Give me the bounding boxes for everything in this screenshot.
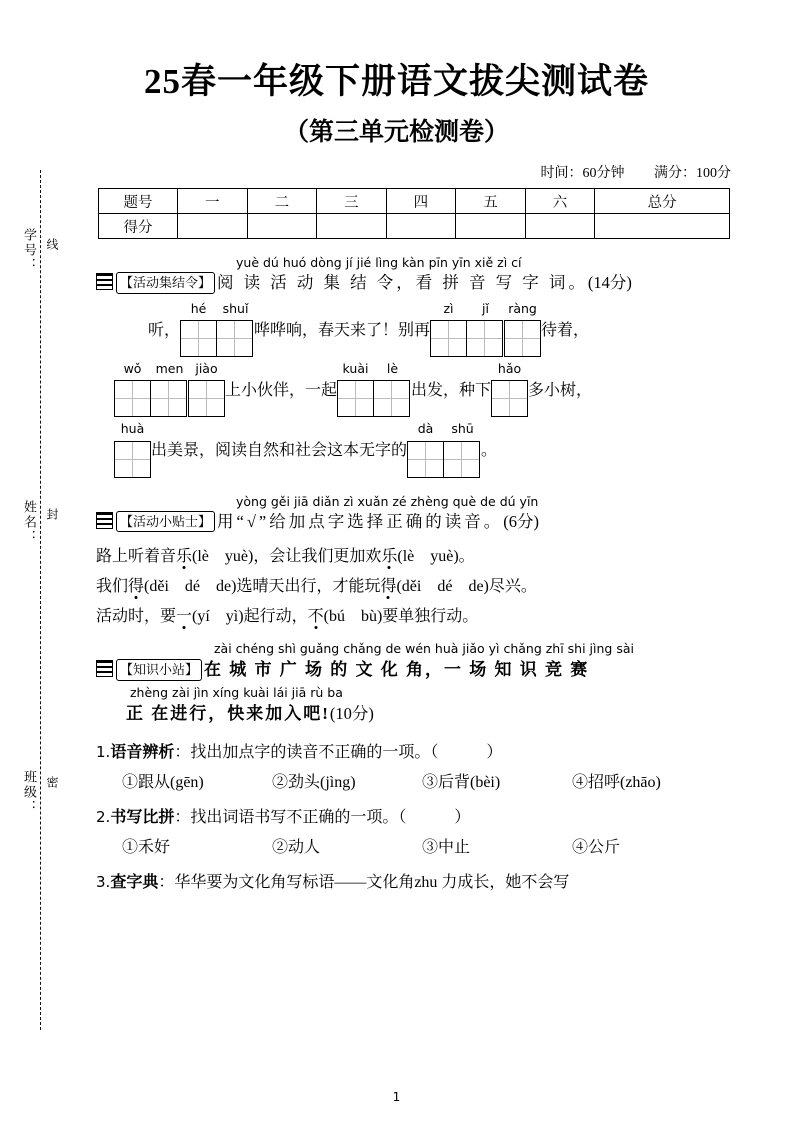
page-number: 1 (392, 1090, 401, 1104)
table-cell-input[interactable] (178, 214, 248, 239)
table-cell: 一 (178, 189, 248, 214)
s3-q1-options (96, 768, 736, 798)
s3-q3-stem: ：华华要为文化角写标语——文化角zhu 力成长，她不会写 (158, 873, 570, 891)
section-number-icon (96, 273, 113, 290)
option-item[interactable]: ④公斤 (572, 838, 621, 856)
section-one-pinyin: yuè dú huó dòng jí jié lìng kàn pīn yīn xiě zì cí (236, 255, 522, 270)
time-limit: 时间：60分钟 (540, 166, 625, 181)
table-cell: 二 (247, 189, 317, 214)
s1-l2-boxes-1[interactable]: wǒ men (114, 362, 188, 420)
option-item[interactable]: ①禾好 (122, 838, 171, 856)
s2-item-3[interactable]: 活动时，要一(yí yì)起行动，不(bú bù)要单独行动。 (96, 608, 479, 626)
s1-l1-boxes-3[interactable]: ràng (504, 302, 541, 360)
exam-meta (515, 162, 732, 182)
s3-q2-stem: ：找出词语书写不正确的一项。（ ） (174, 808, 471, 826)
table-row (99, 189, 730, 214)
s1-line-3 (96, 422, 736, 480)
s3-question-2 (96, 802, 736, 833)
s1-l1-t3: 待着， (541, 321, 590, 339)
s1-l3-boxes-1[interactable]: huà (114, 422, 151, 480)
section-two-pinyin: yòng gěi jiā diǎn zì xuǎn zé zhèng què de dú yīn (236, 493, 539, 509)
table-cell: 总分 (595, 189, 730, 214)
exam-body (96, 252, 736, 898)
s1-l3-boxes-2[interactable]: dà shū (407, 422, 481, 480)
s3-q3-num: 3. (96, 872, 111, 891)
s1-l2-t2: 出发，种下 (411, 382, 492, 400)
table-cell: 得分 (99, 214, 178, 239)
section-three-points: (10分) (329, 704, 374, 724)
s1-line-2 (96, 362, 736, 420)
section-three-text-2: 正 在进行，快来加入吧! (126, 704, 330, 724)
s2-item-1[interactable]: 路上听着音乐(lè yuè)，会让我们更加欢乐(lè yuè)。 (96, 548, 475, 566)
section-number-icon (96, 512, 113, 529)
s3-q2-options (96, 833, 736, 863)
dashed-fold-line (40, 170, 41, 1030)
section-two-heading (96, 510, 736, 535)
section-three-heading (96, 657, 736, 683)
margin-seal-line: 线 (45, 238, 59, 253)
section-two-tag: 【活动小贴士】 (116, 511, 215, 533)
option-item[interactable]: ①跟从(gēn) (122, 773, 204, 791)
section-three-pinyin-2: zhèng zài jìn xíng kuài lái jiā rù ba (130, 685, 343, 701)
table-cell: 五 (456, 189, 526, 214)
table-cell-input[interactable] (595, 214, 730, 239)
section-two (96, 495, 736, 633)
s1-l3-t2: 。 (481, 442, 498, 460)
s3-q1-num: 1. (96, 742, 111, 761)
option-item[interactable]: ②动人 (272, 838, 321, 856)
s1-l2-boxes-3[interactable]: kuài lè (337, 362, 411, 420)
table-cell-input[interactable] (456, 214, 526, 239)
section-one-text: 阅 读 活 动 集 结 令，看 拼 音 写 字 词。 (217, 273, 588, 292)
s3-question-1 (96, 737, 736, 768)
s3-question-3 (96, 867, 736, 898)
table-cell: 三 (317, 189, 387, 214)
table-cell-input[interactable] (386, 214, 456, 239)
margin-strip (18, 170, 64, 1030)
margin-class: 班级： (22, 770, 37, 815)
table-cell: 六 (525, 189, 595, 214)
option-item[interactable]: ③中止 (422, 838, 471, 856)
table-cell: 四 (386, 189, 456, 214)
section-three-text-1: 在 城 市 广 场 的 文 化 角，一 场 知 识 竞 赛 (204, 660, 590, 680)
table-cell-input[interactable] (525, 214, 595, 239)
s3-q2-num: 2. (96, 807, 111, 826)
s1-l2-t3: 多小树， (528, 382, 593, 400)
section-one-tag: 【活动集结令】 (116, 272, 215, 294)
page-title: 25春一年级下册语文拔尖测试卷 (143, 62, 649, 101)
section-three-pinyin-1: zài chéng shì guǎng chǎng de wén huà jiǎo yì chǎng zhī shi jìng sài (214, 641, 634, 657)
s1-l1-t2: 哗哗响，春天来了！别再 (254, 321, 431, 339)
table-row (99, 214, 730, 239)
s2-item-2[interactable]: 我们得(děi dé de)选晴天出行，才能玩得(děi dé de)尽兴。 (96, 578, 537, 596)
score-table (98, 188, 730, 239)
full-score: 满分：100分 (654, 166, 731, 181)
section-three-line-2 (96, 701, 736, 727)
table-cell-input[interactable] (317, 214, 387, 239)
s1-l2-boxes-4[interactable]: hǎo (491, 362, 528, 420)
option-item[interactable]: ④招呼(zhāo) (572, 773, 661, 791)
option-item[interactable]: ③后背(bèi) (422, 773, 501, 791)
s1-l2-t1: 上小伙伴，一起 (225, 382, 338, 400)
section-number-icon (96, 660, 113, 677)
s1-l2-boxes-2[interactable]: jiào (188, 362, 225, 420)
section-one-points: (14分) (587, 273, 632, 292)
s1-l1-boxes-1[interactable]: hé shuǐ (180, 302, 254, 360)
s1-l1-t1: 听， (148, 321, 181, 339)
section-three-tag: 【知识小站】 (116, 659, 202, 681)
margin-seal-mi: 密 (45, 776, 59, 791)
s3-q3-label: 查字典 (110, 873, 159, 891)
s3-q2-label: 书写比拼 (110, 808, 175, 826)
s1-line-1 (96, 302, 736, 360)
section-two-points: (6分) (503, 511, 539, 531)
margin-seal-feng: 封 (45, 508, 59, 523)
margin-name: 姓名： (22, 500, 37, 545)
s3-q1-label: 语音辨析 (110, 743, 175, 761)
section-one-heading (96, 271, 736, 296)
s1-l3-t1: 出美景，阅读自然和社会这本无字的 (151, 442, 408, 460)
s3-q1-stem: ：找出加点字的读音不正确的一项。（ ） (174, 743, 503, 761)
table-cell: 题号 (99, 189, 178, 214)
option-item[interactable]: ②劲头(jìng) (272, 773, 356, 791)
s1-l1-boxes-2[interactable]: zì jǐ (430, 302, 504, 360)
table-cell-input[interactable] (247, 214, 317, 239)
section-one (96, 256, 736, 481)
section-two-text: 用“√”给加点字选择正确的读音。 (217, 511, 504, 531)
section-three (96, 642, 736, 898)
page-subtitle: （第三单元检测卷） (283, 119, 509, 146)
margin-student-id: 学号： (22, 228, 37, 273)
